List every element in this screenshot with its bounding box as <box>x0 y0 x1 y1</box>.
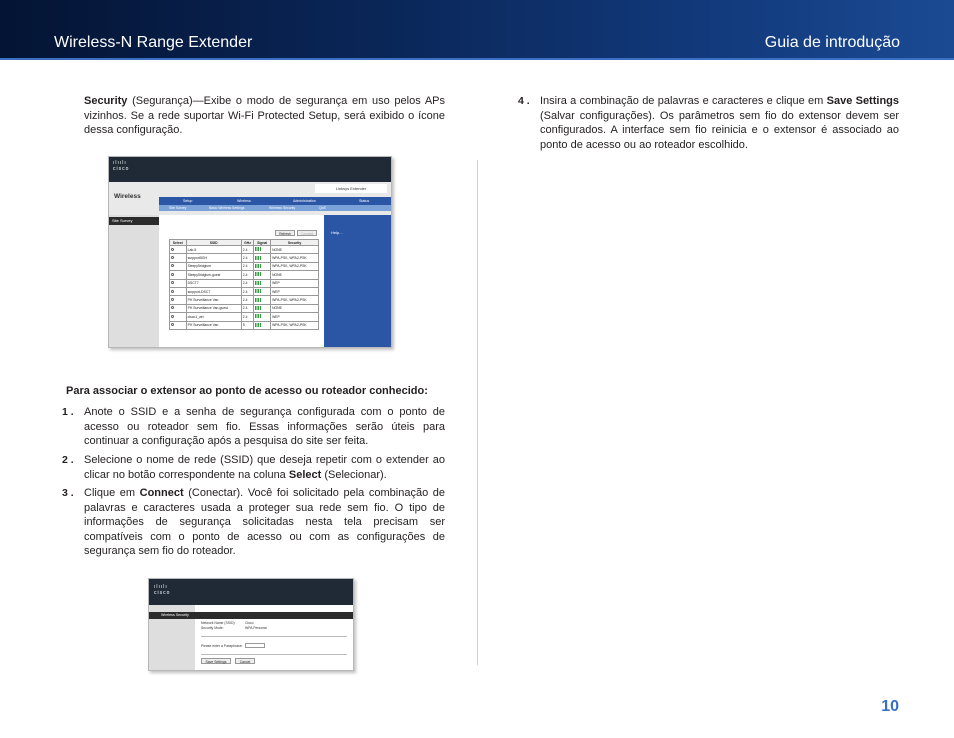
cisco-logo-icon: ılıılı cisco <box>113 160 130 172</box>
ssid-cell: Lab-5 <box>186 246 241 254</box>
ssid-cell: Sleepy5ridgium-guest <box>186 271 241 279</box>
ghz-cell: 2.4 <box>241 279 253 287</box>
step-1-text: Anote o SSID e a senha de segurança configurada com o ponto de acesso ou roteador sem fio. Essas informações serão úteis para continuar a configuração após a pesquisa do site ser feita. <box>84 406 445 448</box>
security-cell: WEP <box>271 313 319 321</box>
ghz-cell: 2.4 <box>241 262 253 270</box>
signal-cell <box>254 296 271 304</box>
step-3-number: 3 . <box>62 487 74 499</box>
s2-divider-2 <box>201 654 347 655</box>
signal-cell <box>254 304 271 312</box>
signal-cell <box>254 254 271 262</box>
security-cell: WPA-PSK, WPA2-PSK <box>271 254 319 262</box>
ssid-cell: PH Surveillance Van <box>186 321 241 329</box>
subheading: Para associar o extensor ao ponto de acesso ou roteador conhecido: <box>66 385 428 397</box>
ghz-cell: 2.4 <box>241 254 253 262</box>
refresh-button[interactable]: Refresh <box>275 230 295 236</box>
signal-bars-icon <box>255 323 261 327</box>
signal-cell <box>254 287 271 295</box>
table-row <box>170 296 319 304</box>
signal-bars-icon <box>255 314 261 318</box>
table-row <box>170 254 319 262</box>
signal-bars-icon <box>255 306 261 310</box>
ghz-cell: 2.4 <box>241 304 253 312</box>
security-mode-value: WPA Personal <box>245 626 267 630</box>
security-cell: WEP <box>271 279 319 287</box>
security-mode-label: Security Mode: <box>201 626 224 630</box>
select-radio[interactable] <box>171 248 174 251</box>
tab-setup[interactable]: Setup <box>183 199 193 203</box>
security-cell: NONE <box>271 246 319 254</box>
signal-cell <box>254 313 271 321</box>
tab-status[interactable]: Status <box>359 199 370 203</box>
select-radio[interactable] <box>171 281 174 284</box>
ssid-cell: PH Surveillance Van <box>186 296 241 304</box>
step-4-number: 4 . <box>518 95 530 107</box>
tab-wireless[interactable]: Wireless <box>237 199 251 203</box>
ghz-cell: 2.4 <box>241 287 253 295</box>
select-cell[interactable] <box>170 296 187 304</box>
security-desc: (Segurança)—Exibe o modo de segurança em uso pelos APs vizinhos. Se a rede suportar Wi-Fi Protected Setup, será exibido o ícone dessa configuração. <box>84 95 445 137</box>
step-1-number: 1 . <box>62 406 74 418</box>
subtab-basic-wireless[interactable]: Basic Wireless Settings <box>209 206 245 210</box>
security-cell: NONE <box>271 304 319 312</box>
subtab-qos[interactable]: QoS <box>319 206 326 210</box>
s2-divider <box>201 636 347 637</box>
signal-bars-icon <box>255 247 261 251</box>
col-select: Select <box>170 240 187 246</box>
s1-section-title: Wireless <box>114 193 141 200</box>
site-survey-table <box>169 239 319 330</box>
subtab-wireless-security[interactable]: Wireless Security <box>269 206 296 210</box>
signal-bars-icon <box>255 264 261 268</box>
cisco-logo-icon: ılıılı cisco <box>154 584 171 596</box>
signal-cell <box>254 271 271 279</box>
signal-cell <box>254 321 271 329</box>
signal-cell <box>254 279 271 287</box>
s2-topbar <box>149 579 354 605</box>
select-cell[interactable] <box>170 279 187 287</box>
passphrase-label: Please enter a Passphrase: <box>201 644 243 648</box>
s1-topbar <box>109 157 392 182</box>
table-row <box>170 279 319 287</box>
s2-side-header: Wireless Security <box>161 613 189 617</box>
select-cell[interactable] <box>170 271 187 279</box>
ssid-cell: Sleepy5ridgium <box>186 262 241 270</box>
signal-bars-icon <box>255 256 261 260</box>
select-radio[interactable] <box>171 273 174 276</box>
subtab-site-survey[interactable]: Site Survey <box>169 206 187 210</box>
select-radio[interactable] <box>171 306 174 309</box>
select-radio[interactable] <box>171 264 174 267</box>
security-cell: WPA-PSK, WPA2-PSK <box>271 321 319 329</box>
step-2-number: 2 . <box>62 454 74 466</box>
signal-bars-icon <box>255 272 261 276</box>
security-term: Security <box>84 95 128 107</box>
signal-bars-icon <box>255 281 261 285</box>
ssid-cell: surpport5GH <box>186 254 241 262</box>
save-settings-button[interactable]: Save Settings <box>201 658 231 664</box>
column-divider <box>477 160 478 665</box>
table-row <box>170 313 319 321</box>
select-radio[interactable] <box>171 256 174 259</box>
select-cell[interactable] <box>170 313 187 321</box>
security-cell: WEP <box>271 287 319 295</box>
signal-cell <box>254 246 271 254</box>
table-row <box>170 271 319 279</box>
s1-tabs <box>159 197 392 205</box>
col-signal: Signal <box>254 240 271 246</box>
header-band <box>0 58 954 60</box>
site-survey-screenshot <box>108 156 392 348</box>
page-number: 10 <box>881 698 899 715</box>
step-2-text: Selecione o nome de rede (SSID) que deseja repetir com o extender ao clicar no botão correspondente na coluna Select (Selecionar). <box>84 454 445 481</box>
s1-side-header: Site Survey <box>109 217 159 225</box>
col-ghz: GHz <box>241 240 253 246</box>
signal-cell <box>254 262 271 270</box>
col-security: Security <box>271 240 319 246</box>
ssid-label: Network Name (SSID): <box>201 621 236 625</box>
ghz-cell: 5 <box>241 321 253 329</box>
tab-administration[interactable]: Administration <box>293 199 316 203</box>
ssid-value: Cisco <box>245 621 254 625</box>
signal-bars-icon <box>255 289 261 293</box>
s1-sidebar <box>109 215 159 348</box>
s1-subtabs <box>159 205 392 211</box>
cancel-button[interactable]: Cancel <box>235 658 255 664</box>
signal-bars-icon <box>255 298 261 302</box>
s1-help-link[interactable]: Help... <box>331 230 343 235</box>
select-cell[interactable] <box>170 254 187 262</box>
header-right-title: Guia de introdução <box>764 34 900 51</box>
ghz-cell: 2.4 <box>241 313 253 321</box>
s1-product-name: Linksys Extender <box>315 184 387 193</box>
table-row <box>170 262 319 270</box>
col-ssid: SSID <box>186 240 241 246</box>
table-row <box>170 287 319 295</box>
select-cell[interactable] <box>170 321 187 329</box>
select-cell[interactable] <box>170 262 187 270</box>
select-radio[interactable] <box>171 290 174 293</box>
table-row <box>170 246 319 254</box>
security-cell: WPA-PSK, WPA2-PSK <box>271 262 319 270</box>
ssid-cell: PH Surveillance Van-guest <box>186 304 241 312</box>
ssid-cell: DSCT7 <box>186 279 241 287</box>
table-row <box>170 304 319 312</box>
select-cell[interactable] <box>170 287 187 295</box>
select-radio[interactable] <box>171 323 174 326</box>
ssid-cell: surpport-DSCT <box>186 287 241 295</box>
table-row <box>170 321 319 329</box>
security-cell: NONE <box>271 271 319 279</box>
connect-button[interactable]: Connect <box>297 230 317 236</box>
ghz-cell: 2.4 <box>241 296 253 304</box>
select-cell[interactable] <box>170 304 187 312</box>
ssid-cell: cisco1_wrt <box>186 313 241 321</box>
header-left-title: Wireless-N Range Extender <box>54 34 253 51</box>
security-cell: WPA-PSK, WPA2-PSK <box>271 296 319 304</box>
passphrase-input[interactable] <box>245 643 265 648</box>
step-3-text: Clique em Connect (Conectar). Você foi solicitado pela combinação de palavras e caracteres usada a proteger sua rede sem fio. O tipo de informações de segurança solicitadas nesta tela precisam ser compatíveis com o ponto de acesso ou com as configurações de segurança sem fio do roteador. <box>84 487 446 558</box>
ghz-cell: 2.4 <box>241 246 253 254</box>
ghz-cell: 2.4 <box>241 271 253 279</box>
wireless-security-screenshot <box>148 578 354 671</box>
step-4-text: Insira a combinação de palavras e caracteres e clique em Save Settings (Salvar configurações). Os parâmetros sem fio do extensor devem ser configurados. A interface sem fio reinicia e o extensor é associado ao ponto de acesso ou ao roteador escolhido. <box>540 95 899 151</box>
select-radio[interactable] <box>171 298 174 301</box>
security-paragraph <box>84 94 445 138</box>
select-cell[interactable] <box>170 246 187 254</box>
select-radio[interactable] <box>171 315 174 318</box>
